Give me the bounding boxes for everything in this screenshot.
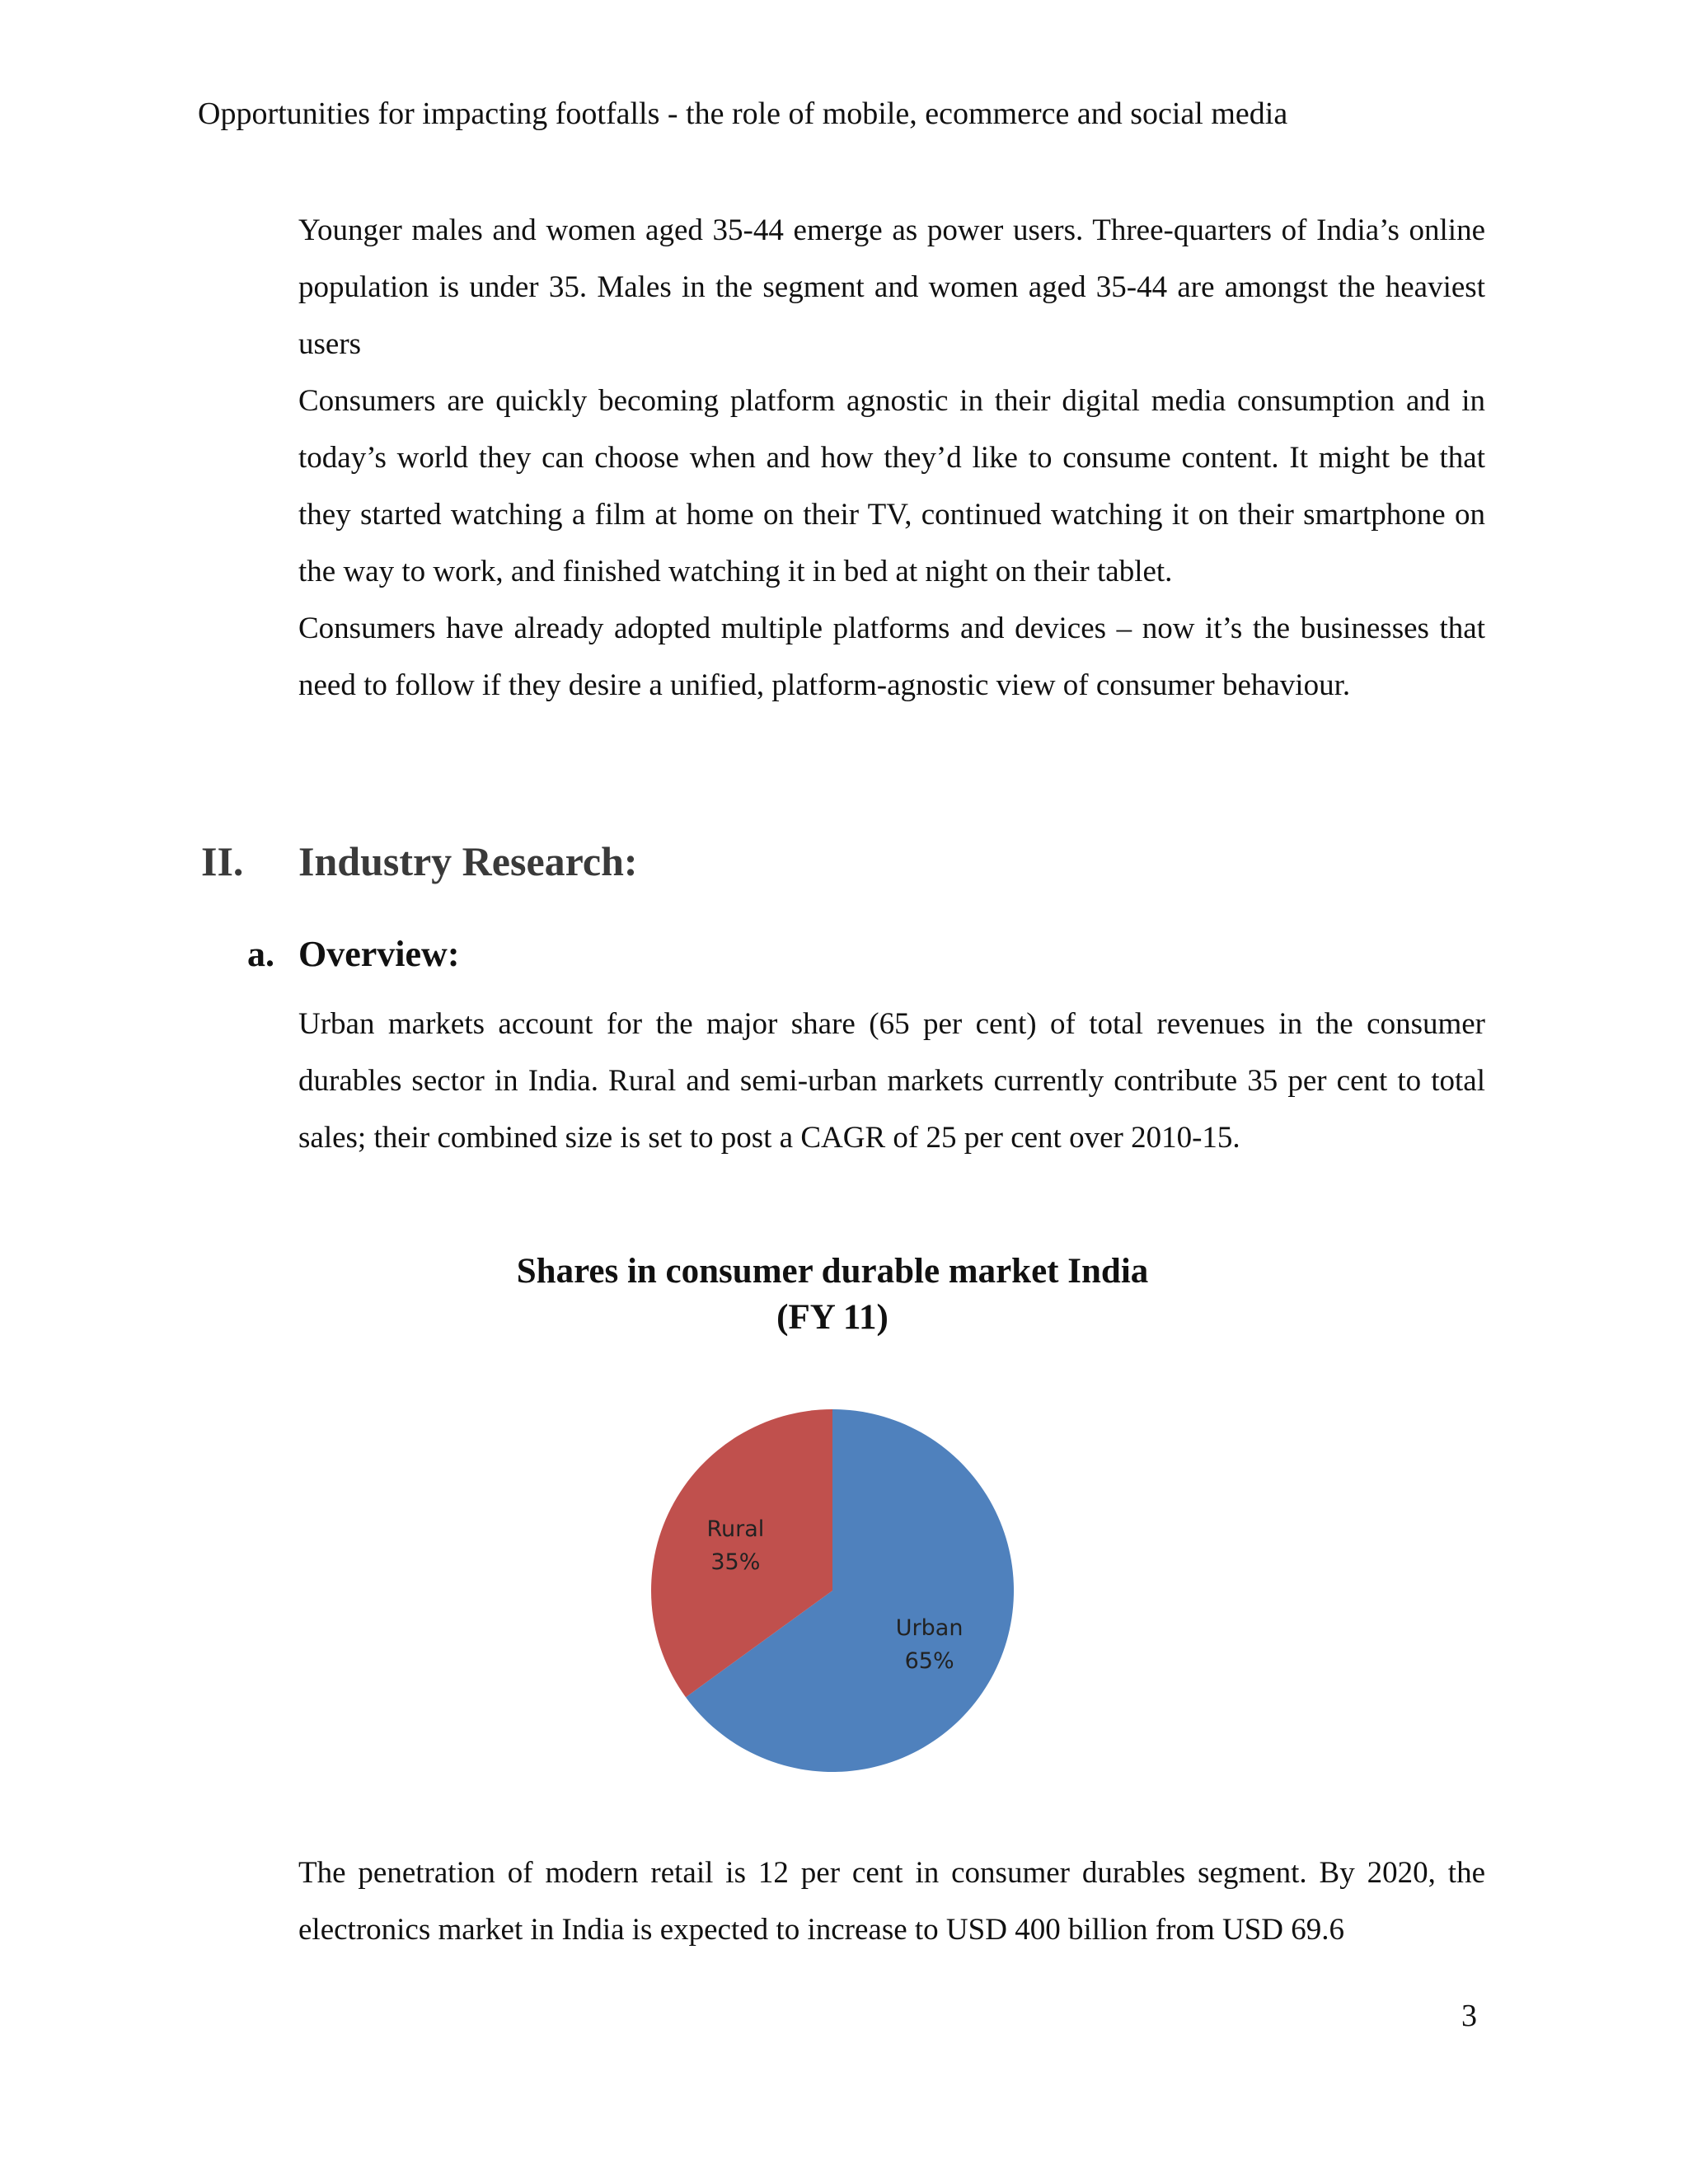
overview-text bbox=[298, 996, 1485, 1166]
subsection-number: a. bbox=[247, 934, 274, 974]
running-header: Opportunities for impacting footfalls - the role of mobile, ecommerce and social media bbox=[198, 96, 1288, 131]
intro-text bbox=[298, 202, 1485, 714]
intro-paragraph-3: Consumers have already adopted multiple platforms and devices – now it’s the businesses that need to follow if they desire a unified, platform-agnostic view of consumer behaviour. bbox=[298, 612, 1485, 702]
intro-paragraph-1: Younger males and women aged 35-44 emerge as power users. Three-quarters of India’s online population is under 35. Males in the segment and women aged 35-44 are amongst the heaviest users bbox=[298, 213, 1485, 361]
chart-title-line-1: Shares in consumer durable market India bbox=[516, 1252, 1149, 1291]
page-number: 3 bbox=[1461, 1999, 1477, 2033]
closing-paragraph: The penetration of modern retail is 12 per cent in consumer durables segment. By 2020, the electronics market in India is expected to increase to USD 400 billion from USD 69.6 bbox=[298, 1856, 1485, 1947]
chart-title-line-2: (FY 11) bbox=[776, 1298, 889, 1337]
overview-paragraph: Urban markets account for the major share (65 per cent) of total revenues in the consumer durables sector in India. Rural and semi-urban markets currently contribute 35 per cent to total sales; their combined size is set to post a CAGR of 25 per cent over 2010-15. bbox=[298, 1007, 1485, 1155]
section-heading bbox=[201, 837, 638, 885]
closing-text bbox=[298, 1844, 1485, 1958]
subsection-title: Overview: bbox=[298, 934, 460, 974]
chart-title bbox=[462, 1249, 1203, 1341]
pie-chart bbox=[635, 1393, 1030, 1788]
subsection-heading bbox=[247, 933, 459, 975]
pie-label-urban-value: 65% bbox=[904, 1647, 954, 1674]
pie-label-rural-category: Rural bbox=[706, 1516, 765, 1543]
section-number: II. bbox=[201, 838, 244, 884]
section-title: Industry Research: bbox=[298, 838, 638, 884]
pie-label-urban-category: Urban bbox=[895, 1615, 964, 1641]
intro-paragraph-2: Consumers are quickly becoming platform agnostic in their digital media consumption and in today’s world they can choose when and how they’d like to consume content. It might be that they started watching a film at home on their TV, continued watching it on their smartphone on the way to work, and finished watching it in bed at night on their tablet. bbox=[298, 384, 1485, 588]
pie-label-rural-value: 35% bbox=[710, 1549, 761, 1576]
